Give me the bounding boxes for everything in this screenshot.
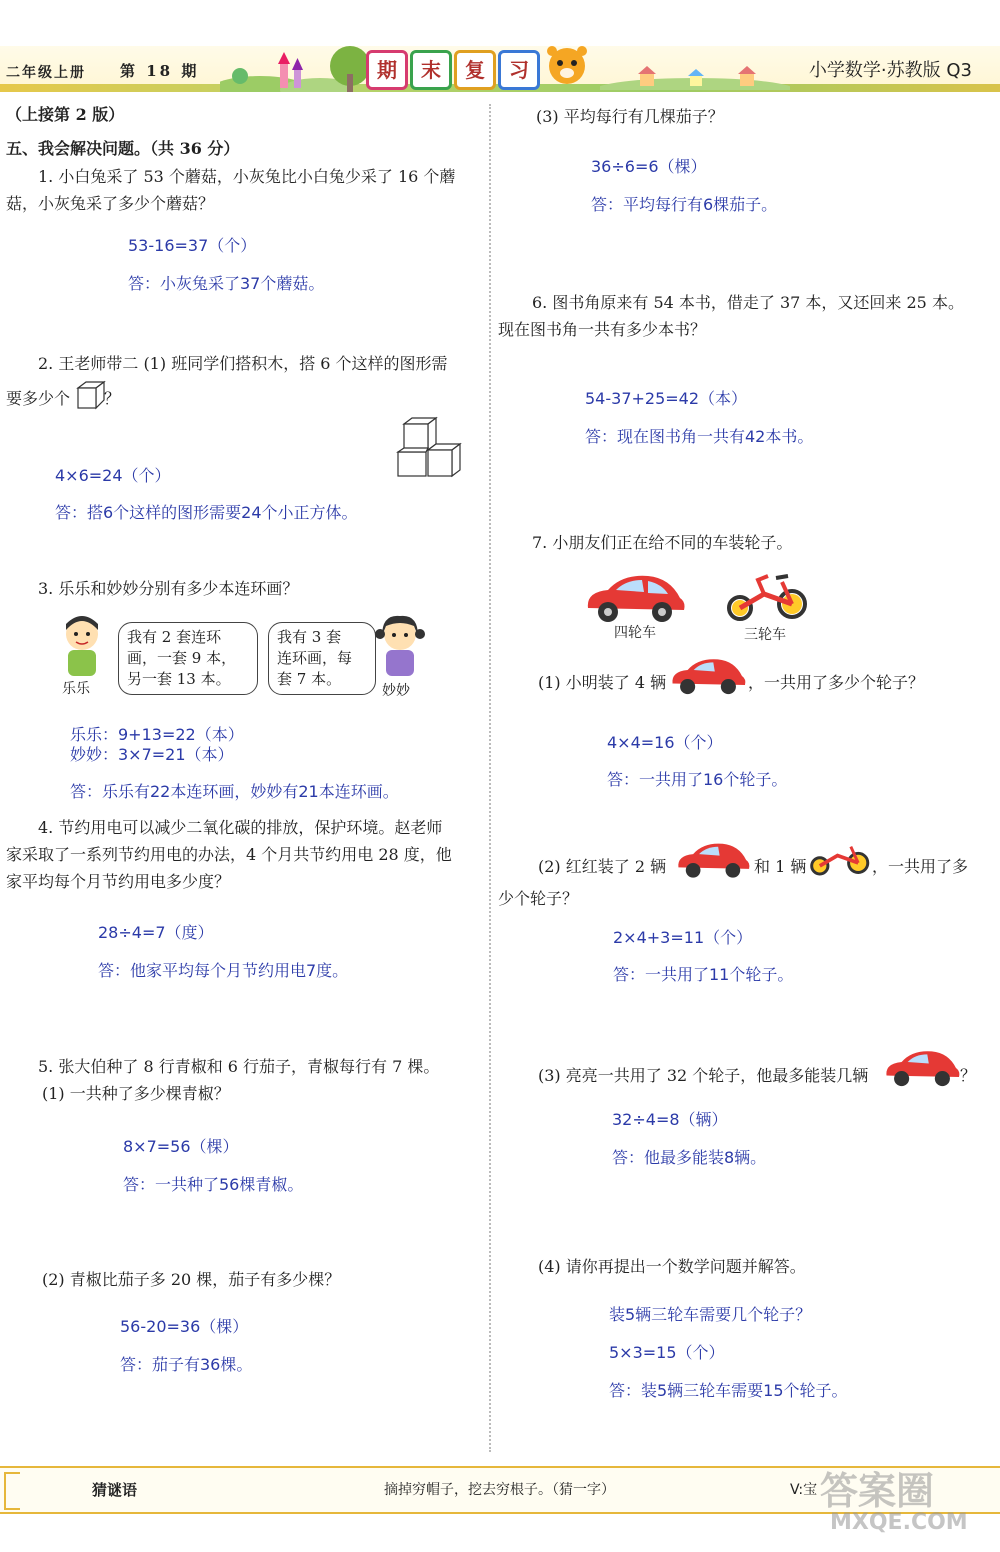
boy-bubble-line: 另一套 13 本。 (127, 670, 231, 688)
village-illustration (600, 60, 790, 90)
boy-speech-bubble (118, 622, 258, 695)
q4-answer: 答：他家平均每个月节约用电7度。 (98, 961, 349, 980)
tag-qi: 期 (366, 50, 408, 90)
q7-s1-text-a: (1) 小明装了 4 辆 (538, 673, 667, 692)
q7-answer3: 答：他最多能装8辆。 (612, 1148, 767, 1167)
tricycle-icon (808, 836, 870, 878)
q4-line1: 4. 节约用电可以减少二氧化碳的排放，保护环境。赵老师 (38, 818, 443, 837)
car-label: 四轮车 (614, 625, 656, 641)
q3-question: 3. 乐乐和妙妙分别有多少本连环画？ (38, 579, 299, 598)
column-divider (489, 104, 491, 1452)
boy-name: 乐乐 (62, 681, 90, 697)
q7-question: 7. 小朋友们正在给不同的车装轮子。 (532, 533, 793, 552)
footer-bracket (4, 1472, 20, 1510)
q5-calc3: 36÷6=6（棵） (591, 157, 707, 176)
q7-s4: (4) 请你再提出一个数学问题并解答。 (538, 1257, 806, 1276)
q7-answer4: 答：装5辆三轮车需要15个轮子。 (609, 1381, 848, 1400)
q2-line2b: ？ (104, 389, 121, 408)
boy-lele-illustration (54, 612, 110, 682)
trike-label: 三轮车 (744, 627, 786, 643)
q1-answer: 答：小灰兔采了37个蘑菇。 (128, 274, 325, 293)
girl-name: 妙妙 (382, 683, 410, 699)
riddle-answer: V:宝 (790, 1482, 818, 1498)
q7-q4-text: 装5辆三轮车需要几个轮子？ (609, 1305, 812, 1324)
footer-label: 猜谜语 (92, 1481, 138, 1499)
boy-bubble-line: 我有 2 套连环 (127, 628, 222, 646)
q6-calc: 54-37+25=42（本） (585, 389, 748, 408)
red-car-icon (882, 1048, 962, 1088)
tag-mo: 末 (410, 50, 452, 90)
red-car-icon (582, 572, 688, 624)
red-car-icon (674, 840, 752, 880)
q2-calc: 4×6=24（个） (55, 466, 171, 485)
tiger-mascot-icon (542, 42, 592, 92)
q4-line3: 家平均每个月节约用电多少度？ (6, 872, 231, 891)
q3-calc-miaomiao: 妙妙：3×7=21（本） (70, 745, 234, 764)
q5-sub1: (1) 一共种了多少棵青椒？ (42, 1084, 230, 1103)
q5-line1: 5. 张大伯种了 8 行青椒和 6 行茄子，青椒每行有 7 棵。 (38, 1057, 440, 1076)
boy-bubble-line: 画，一套 9 本， (127, 649, 237, 667)
cube-icon (76, 380, 106, 410)
watermark-logo: 答案圈 (820, 1469, 935, 1513)
girl-bubble-line: 连环画，每 (277, 649, 353, 667)
section-heading: 五、我会解决问题。（共 36 分） (6, 139, 240, 158)
q7-s3-text-b: ？ (960, 1066, 977, 1085)
tricycle-icon (724, 570, 808, 622)
q7-s2-text-b: 和 1 辆 (754, 857, 807, 876)
q7-calc4: 5×3=15（个） (609, 1343, 725, 1362)
q4-line2: 家采取了一系列节约用电的办法，4 个月共节约用电 28 度，他 (6, 845, 452, 864)
watermark-url: MXQE.COM (830, 1510, 968, 1535)
q7-s2-text-d: 少个轮子？ (498, 889, 579, 908)
tag-fu: 复 (454, 50, 496, 90)
q5-answer2: 答：茄子有36棵。 (120, 1355, 253, 1374)
q5-calc2: 56-20=36（棵） (120, 1317, 249, 1336)
q4-calc: 28÷4=7（度） (98, 923, 214, 942)
q1-line2: 菇，小灰兔采了多少个蘑菇？ (6, 194, 215, 213)
girl-bubble-line: 套 7 本。 (277, 670, 342, 688)
q7-calc1: 4×4=16（个） (607, 733, 723, 752)
q3-calc-lele: 乐乐：9+13=22（本） (70, 725, 244, 744)
grade-label: 二年级上册 (6, 65, 86, 81)
q2-answer: 答：搭6个这样的图形需要24个小正方体。 (55, 503, 358, 522)
continued-note: （上接第 2 版） (6, 105, 125, 124)
page-header (0, 40, 1000, 96)
red-car-icon (668, 656, 748, 696)
publication-title: 小学数学·苏教版 Q3 (808, 60, 972, 81)
q2-line2a: 要多少个 (6, 389, 71, 408)
q1-line1: 1. 小白兔采了 53 个蘑菇，小灰兔比小白兔少采了 16 个蘑 (38, 167, 456, 186)
q5-sub3: (3) 平均每行有几棵茄子？ (536, 107, 724, 126)
q7-answer1: 答：一共用了16个轮子。 (607, 770, 788, 789)
q5-answer3: 答：平均每行有6棵茄子。 (591, 195, 778, 214)
q5-sub2: (2) 青椒比茄子多 20 棵，茄子有多少棵？ (42, 1270, 341, 1289)
q5-calc1: 8×7=56（棵） (123, 1137, 239, 1156)
q7-calc2: 2×4+3=11（个） (613, 928, 753, 947)
girl-bubble-line: 我有 3 套 (277, 628, 342, 646)
q2-line1: 2. 王老师带二 (1) 班同学们搭积木，搭 6 个这样的图形需 (38, 354, 448, 373)
q7-s3-text-a: (3) 亮亮一共用了 32 个轮子，他最多能装几辆 (538, 1066, 869, 1085)
tag-xi: 习 (498, 50, 540, 90)
q7-answer2: 答：一共用了11个轮子。 (613, 965, 794, 984)
riddle-text: 摘掉穷帽子，挖去穷根子。（猜一字） (384, 1482, 615, 1498)
girl-speech-bubble (268, 622, 376, 695)
q3-answer: 答：乐乐有22本连环画，妙妙有21本连环画。 (70, 782, 399, 801)
q7-s1-text-b: ，一共用了多少个轮子？ (748, 673, 925, 692)
q7-s2-text-c: ，一共用了多 (872, 857, 969, 876)
issue-number: 第 18 期 (120, 62, 200, 80)
q5-answer1: 答：一共种了56棵青椒。 (123, 1175, 304, 1194)
q6-answer: 答：现在图书角一共有42本书。 (585, 427, 814, 446)
q1-calc: 53-16=37（个） (128, 236, 257, 255)
stacked-cubes-figure (394, 414, 462, 480)
q7-s2-text-a: (2) 红红装了 2 辆 (538, 857, 667, 876)
q6-line1: 6. 图书角原来有 54 本书，借走了 37 本，又还回来 25 本。 (532, 293, 964, 312)
girl-miaomiao-illustration (372, 612, 428, 682)
q7-calc3: 32÷4=8（辆） (612, 1110, 728, 1129)
q6-line2: 现在图书角一共有多少本书？ (498, 320, 707, 339)
